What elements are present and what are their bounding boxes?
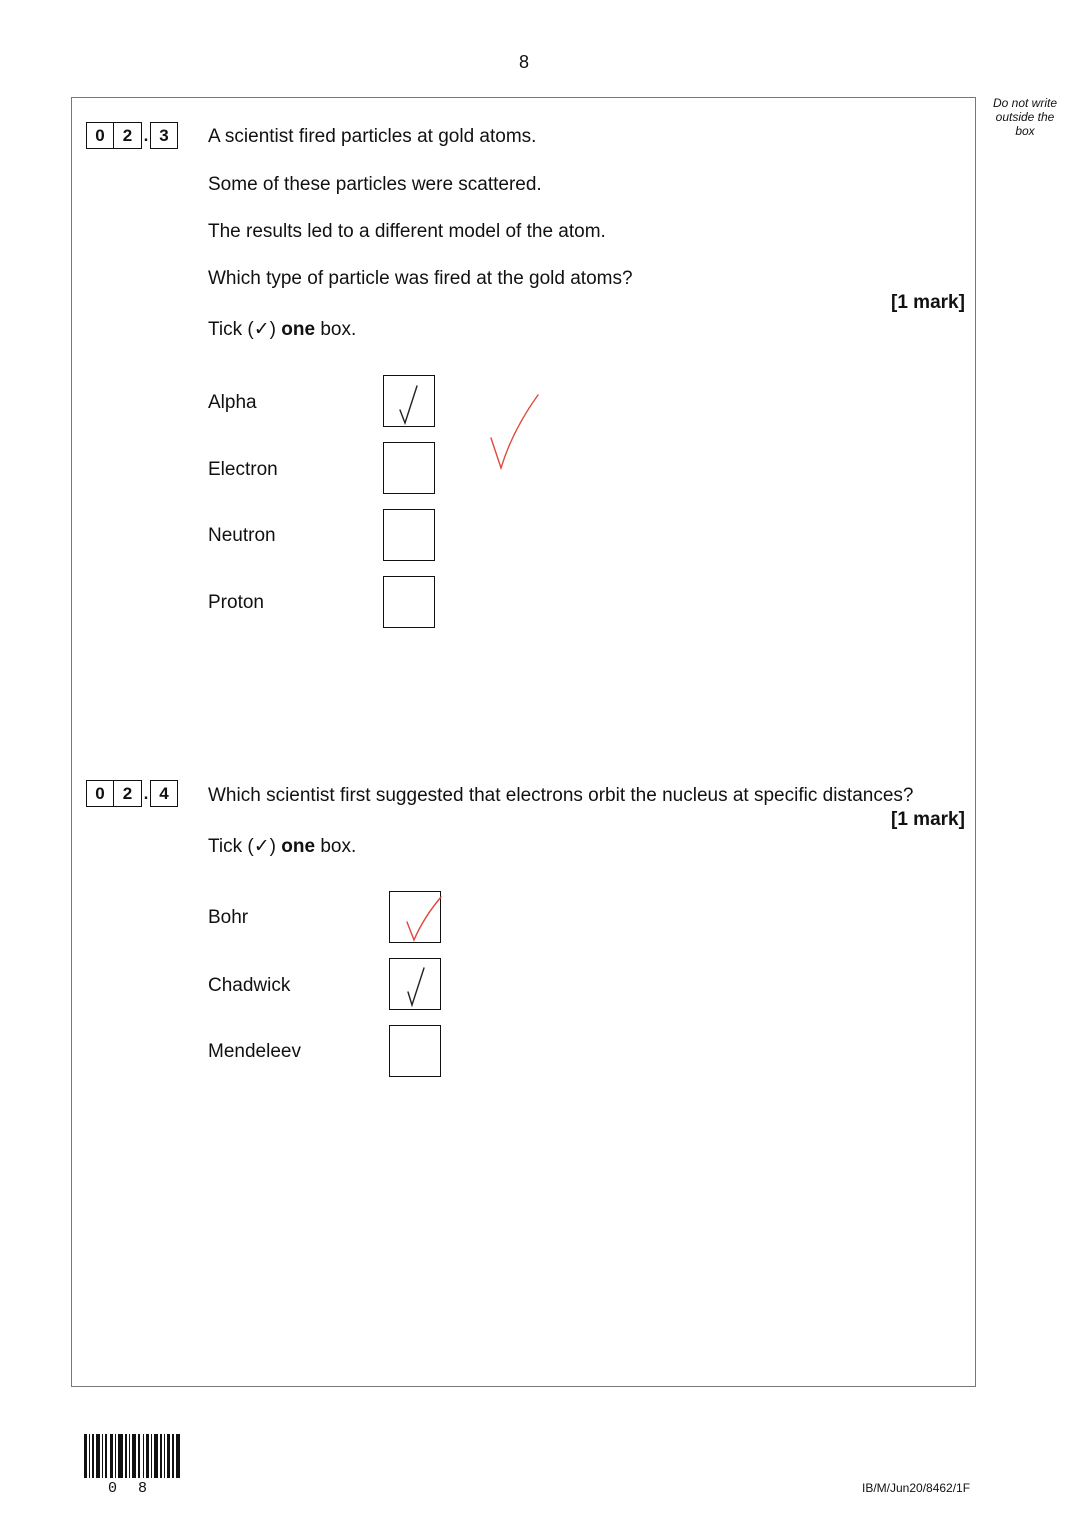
barcode-icon: [84, 1434, 180, 1478]
margin-note-line-2: outside the: [995, 110, 1055, 124]
question-digit: 2: [114, 780, 142, 807]
pencil-tick-icon: [384, 376, 436, 428]
question-dot: .: [143, 783, 149, 803]
question-digit: 4: [150, 780, 178, 807]
question-digit: 0: [86, 122, 114, 149]
page-number: 8: [518, 52, 529, 72]
q023-option-label-neutron: Neutron: [208, 525, 276, 546]
q023-option-label-electron: Electron: [208, 459, 278, 480]
q023-option-label-proton: Proton: [208, 592, 264, 613]
q023-line-3: The results led to a different model of the atom.: [208, 221, 606, 242]
question-dot: .: [143, 125, 149, 145]
paper-code: IB/M/Jun20/8462/1F: [862, 1481, 971, 1495]
q024-question: Which scientist first suggested that electrons orbit the nucleus at specific distances?: [208, 785, 914, 806]
q023-mark: [1 mark]: [891, 292, 965, 313]
instruction-suffix: box.: [315, 319, 357, 340]
q023-instruction: [208, 319, 356, 341]
instruction-bold: one: [281, 836, 316, 857]
q023-line-1: A scientist fired particles at gold atoms.: [208, 126, 537, 147]
answer-frame: [71, 97, 976, 1387]
q023-tickbox-electron[interactable]: [383, 442, 435, 494]
instruction-prefix: Tick (✓): [208, 836, 282, 857]
q024-instruction: [208, 836, 356, 858]
question-number-02-3: [86, 122, 178, 149]
marker-tick-icon: [390, 892, 442, 944]
marker-tick-icon: [486, 390, 542, 474]
q023-option-label-alpha: Alpha: [208, 392, 257, 413]
question-digit: 2: [114, 122, 142, 149]
q024-option-label-bohr: Bohr: [208, 907, 249, 928]
q024-mark: [1 mark]: [891, 809, 965, 830]
margin-note-line-3: box: [1015, 124, 1035, 138]
q023-tickbox-alpha[interactable]: [383, 375, 435, 427]
margin-note: [985, 96, 1065, 138]
pencil-tick-icon: [390, 959, 442, 1011]
q023-question: Which type of particle was fired at the gold atoms?: [208, 268, 633, 289]
instruction-prefix: Tick (✓): [208, 319, 282, 340]
question-number-02-4: [86, 780, 178, 807]
question-digit: 3: [150, 122, 178, 149]
question-digit: 0: [86, 780, 114, 807]
q024-option-label-mendeleev: Mendeleev: [208, 1041, 301, 1062]
q023-line-2: Some of these particles were scattered.: [208, 174, 542, 195]
margin-note-line-1: Do not write: [992, 96, 1058, 110]
q024-tickbox-bohr[interactable]: [389, 891, 441, 943]
q024-tickbox-mendeleev[interactable]: [389, 1025, 441, 1077]
instruction-suffix: box.: [315, 836, 357, 857]
q023-tickbox-proton[interactable]: [383, 576, 435, 628]
q024-tickbox-chadwick[interactable]: [389, 958, 441, 1010]
instruction-bold: one: [281, 319, 316, 340]
barcode-number: 0 8: [108, 1480, 154, 1497]
q023-tickbox-neutron[interactable]: [383, 509, 435, 561]
q024-option-label-chadwick: Chadwick: [208, 975, 291, 996]
